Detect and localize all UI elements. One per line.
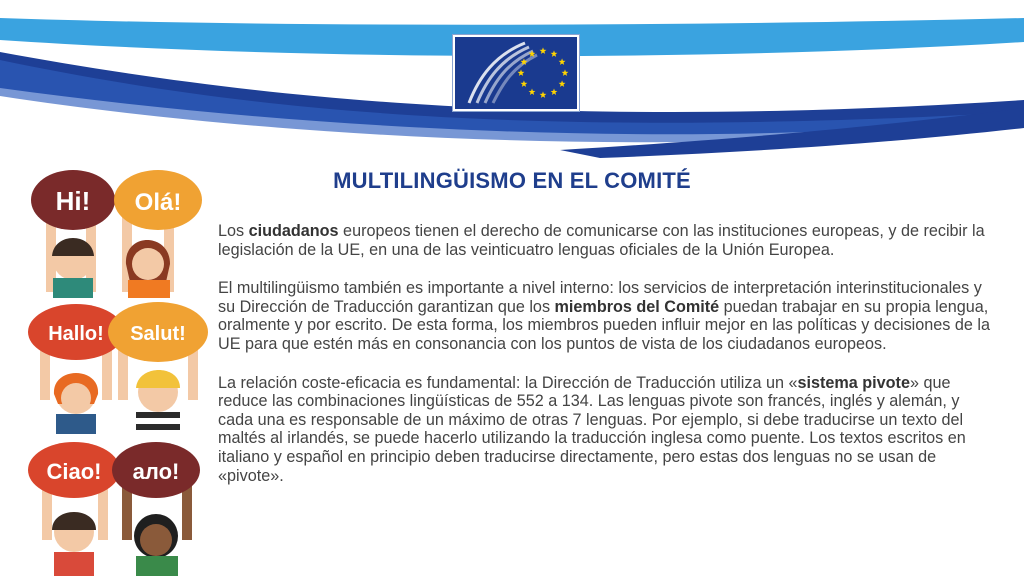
bubble-ciao-text: Ciao! bbox=[46, 459, 102, 484]
eesc-logo bbox=[453, 35, 579, 111]
page-title: MULTILINGÜISMO EN EL COMITÉ bbox=[333, 168, 691, 193]
bubble-hallo-text: Hallo! bbox=[48, 323, 104, 345]
paragraph-internal bbox=[218, 279, 990, 353]
bold-text: ciudadanos bbox=[248, 222, 339, 240]
paragraph-citizens bbox=[218, 222, 990, 259]
bold-text: miembros del Comité bbox=[554, 297, 720, 316]
person-ola bbox=[114, 170, 202, 298]
person-ciao bbox=[28, 442, 120, 576]
person-alo bbox=[112, 442, 200, 576]
bubble-hi-text: Hi! bbox=[55, 186, 91, 216]
text-run: La relación coste-eficacia es fundamental: la Dirección de Traducción utiliza un « bbox=[218, 373, 798, 392]
person-hi bbox=[31, 170, 115, 298]
person-salut bbox=[108, 302, 208, 430]
text-run: puedan trabajar en su propia lengua, oralmente y por escrito. De esta forma, los miembros pueden influir mejor en las políticas y decisiones de la UE para que estén más en consonancia con los puntos de vista de los ciudadanos europeos. bbox=[218, 297, 990, 353]
text-run: » que reduce las combinaciones lingüísticas de 552 a 134. Las lenguas pivote son francés, inglés y alemán, y cada una es responsable de un máximo de otras 7 lenguas. Por ejemplo, si debe traducirse un texto del maltés al irlandés, se puede hacerlo utilizando la traducción inglesa como puente. Los textos escritos en italiano y español en principio deben traducirse directamente, pero estas dos lenguas no se usan de «pivote». bbox=[218, 373, 966, 485]
bubble-ola-text: Olá! bbox=[134, 189, 182, 216]
main-content bbox=[218, 222, 990, 505]
bubble-alo-text: ало! bbox=[132, 459, 180, 484]
paragraph-pivot bbox=[218, 374, 990, 486]
multilingual-people-illustration bbox=[18, 160, 218, 576]
bubble-salut-text: Salut! bbox=[130, 323, 186, 345]
bold-text: sistema pivote bbox=[797, 373, 910, 392]
person-hallo bbox=[28, 304, 124, 434]
text-run: El multilingüismo también es importante a nivel interno: los servicios de interpretación interinstitucionales y su Dirección de Traducción garantizan que los bbox=[218, 279, 982, 316]
text-run: europeos tienen el derecho de comunicarse con las instituciones europeas, y de recibir la legislación de la UE, en una de las veinticuatro lenguas oficiales de la Unión Europea. bbox=[218, 222, 985, 259]
text-run: Los bbox=[218, 222, 249, 240]
